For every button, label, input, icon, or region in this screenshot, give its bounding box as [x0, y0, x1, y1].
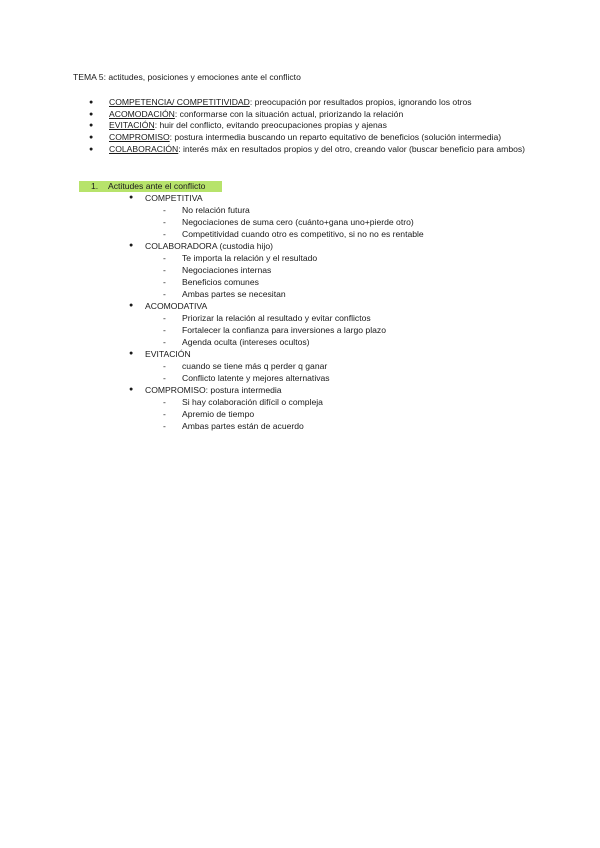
summary-item: [73, 97, 533, 109]
summary-item: [73, 109, 533, 121]
group-item: - Competitividad cuando otro es competitivo, si no no es rentable: [163, 229, 424, 239]
dash-icon: -: [163, 313, 166, 323]
dash-icon: -: [163, 421, 166, 431]
group-item: - Apremio de tiempo: [163, 409, 255, 419]
dash-icon: -: [163, 205, 166, 215]
bullet-icon: ●: [129, 302, 134, 309]
summary-desc: : postura intermedia buscando un reparto equitativo de beneficios (solución intermedia): [169, 132, 502, 143]
group-item: - Si hay colaboración difícil o compleja: [163, 397, 323, 407]
dash-icon: -: [163, 265, 166, 275]
group-item: - Ambas partes se necesitan: [163, 289, 286, 299]
group-label: ● COMPETITIVA: [129, 193, 203, 203]
dash-icon: -: [163, 289, 166, 299]
group-item: - Negociaciones internas: [163, 265, 272, 275]
bullet-icon: ●: [129, 242, 134, 249]
group-item: - Negociaciones de suma cero (cuánto+gana uno+pierde otro): [163, 217, 414, 227]
section-number: 1.: [91, 181, 99, 191]
summary-term: COMPETENCIA/ COMPETITIVIDAD: [109, 97, 250, 107]
group-item: - Conflicto latente y mejores alternativas: [163, 373, 330, 383]
dash-icon: -: [163, 373, 166, 383]
group-item: - cuando se tiene más q perder q ganar: [163, 361, 328, 371]
group-item: - No relación futura: [163, 205, 250, 215]
dash-icon: -: [163, 325, 166, 335]
dash-icon: -: [163, 217, 166, 227]
bullet-icon: ●: [89, 122, 94, 130]
summary-list: [73, 97, 533, 156]
summary-term: COLABORACIÓN: [109, 143, 179, 154]
bullet-icon: ●: [129, 194, 134, 201]
bullet-icon: ●: [89, 134, 94, 142]
group-label: ● ACOMODATIVA: [129, 301, 208, 311]
dash-icon: -: [163, 397, 166, 407]
section-heading-text: Actitudes ante el conflicto: [108, 181, 206, 191]
summary-term: ACOMODACIÓN: [109, 108, 175, 119]
summary-item: [73, 144, 533, 156]
group-label: ● COLABORADORA (custodia hijo): [129, 241, 273, 251]
group-item: - Agenda oculta (intereses ocultos): [163, 337, 310, 347]
dash-icon: -: [163, 409, 166, 419]
dash-icon: -: [163, 277, 166, 287]
group-label: ● EVITACIÓN: [129, 349, 191, 359]
summary-term: EVITACIÓN: [109, 120, 155, 131]
bullet-icon: ●: [89, 110, 94, 118]
summary-desc: : preocupación por resultados propios, ignorando los otros: [249, 97, 472, 107]
bullet-icon: ●: [129, 350, 134, 357]
summary-desc: : interés máx en resultados propios y del otro, creando valor (buscar beneficio para ambos): [178, 143, 526, 154]
group-item: - Beneficios comunes: [163, 277, 259, 287]
bullet-icon: ●: [129, 386, 134, 393]
dash-icon: -: [163, 229, 166, 239]
group-item: - Ambas partes están de acuerdo: [163, 421, 304, 431]
bullet-icon: ●: [89, 145, 94, 153]
summary-desc: : huir del conflicto, evitando preocupaciones propias y ajenas: [154, 120, 387, 131]
section-heading: [79, 181, 222, 192]
dash-icon: -: [163, 337, 166, 347]
document-title: TEMA 5: actitudes, posiciones y emociones ante el conflicto: [73, 72, 301, 82]
attitudes-section: [79, 181, 479, 432]
summary-desc: : conformarse con la situación actual, priorizando la relación: [174, 108, 404, 119]
group-label: ● COMPROMISO: postura intermedia: [129, 385, 282, 395]
summary-item: [73, 132, 533, 144]
group-item: - Priorizar la relación al resultado y evitar conflictos: [163, 313, 371, 323]
group-item: - Te importa la relación y el resultado: [163, 253, 318, 263]
dash-icon: -: [163, 361, 166, 371]
summary-term: COMPROMISO: [109, 132, 170, 143]
group-item: - Fortalecer la confianza para inversiones a largo plazo: [163, 325, 386, 335]
bullet-icon: ●: [89, 99, 94, 106]
summary-item: [73, 120, 533, 132]
dash-icon: -: [163, 253, 166, 263]
